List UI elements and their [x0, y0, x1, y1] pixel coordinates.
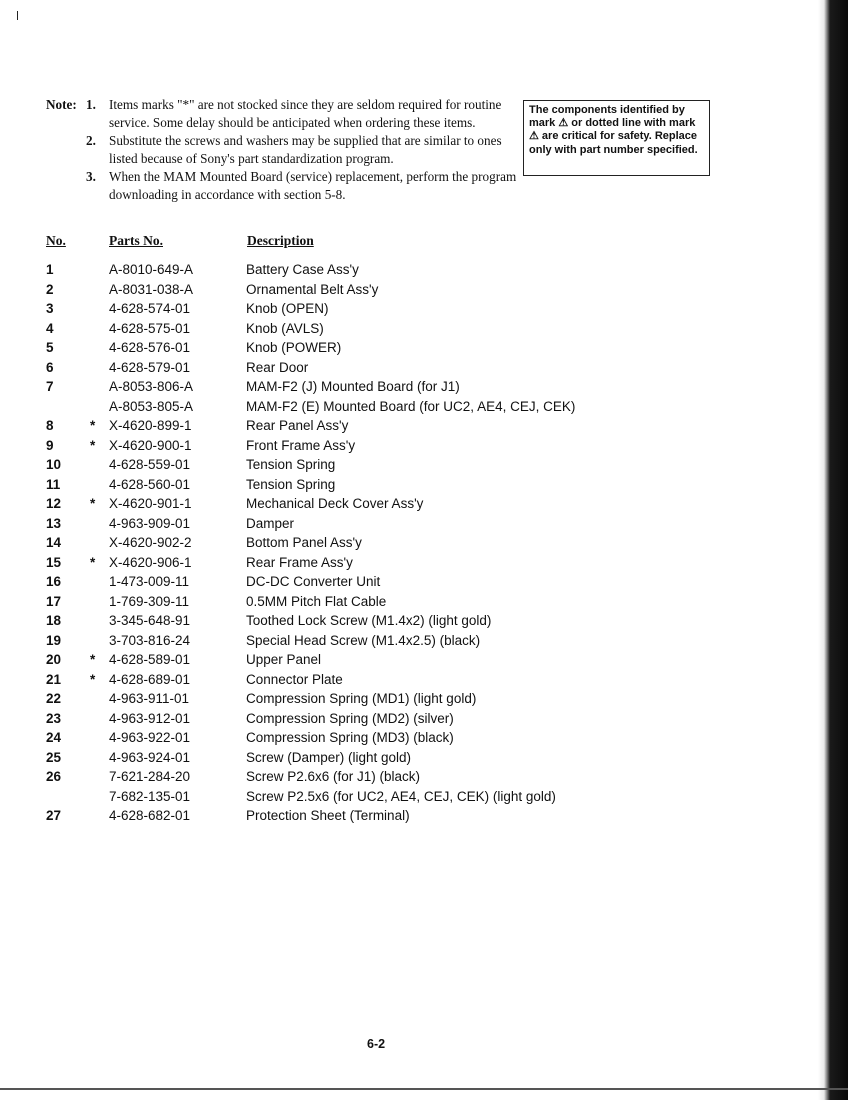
row-number: 8 — [46, 418, 54, 433]
table-row — [0, 767, 848, 787]
row-number: 26 — [46, 769, 62, 784]
part-number: 4-628-576-01 — [109, 340, 191, 355]
part-description: Tension Spring — [246, 457, 336, 472]
part-description: Battery Case Ass'y — [246, 262, 359, 277]
part-description: MAM-F2 (J) Mounted Board (for J1) — [246, 379, 460, 394]
scan-artifact — [17, 11, 18, 20]
note-number: 2. — [86, 133, 96, 148]
part-description: Toothed Lock Screw (M1.4x2) (light gold) — [246, 613, 492, 628]
part-number: 4-628-559-01 — [109, 457, 191, 472]
part-number: 4-963-912-01 — [109, 710, 191, 726]
part-number: 4-628-574-01 — [109, 301, 191, 316]
part-description: Knob (OPEN) — [246, 301, 329, 316]
row-number: 1 — [46, 262, 54, 277]
table-row — [0, 728, 848, 748]
header-description: Description — [247, 233, 314, 248]
part-description: Rear Panel Ass'y — [246, 418, 349, 433]
stock-mark: * — [90, 418, 96, 433]
row-number: 25 — [46, 749, 62, 765]
part-number: 4-628-560-01 — [109, 476, 191, 492]
row-number: 15 — [46, 554, 62, 570]
table-row — [0, 709, 848, 729]
part-description: Screw P2.6x6 (for J1) (black) — [246, 769, 421, 784]
part-number: 4-963-909-01 — [109, 515, 191, 531]
row-number: 27 — [46, 808, 62, 823]
part-description: 0.5MM Pitch Flat Cable — [246, 593, 387, 609]
page-number: 6-2 — [367, 1037, 386, 1051]
part-description: Rear Door — [246, 359, 309, 375]
table-row — [0, 494, 848, 514]
note-text: Items marks "*" are not stocked since they are seldom required for routine service. Some delay should be anticipated when ordering these items. — [109, 97, 502, 130]
part-description: Upper Panel — [246, 652, 322, 667]
part-description: Compression Spring (MD2) (silver) — [246, 710, 454, 726]
note-number: 1. — [86, 97, 96, 112]
part-number: 4-628-689-01 — [109, 671, 191, 687]
notes-label: Note: — [46, 97, 77, 112]
row-number: 12 — [46, 496, 62, 511]
part-number: X-4620-906-1 — [109, 554, 192, 570]
table-row — [0, 553, 848, 573]
table-row — [0, 299, 848, 319]
row-number: 6 — [46, 359, 54, 375]
row-number: 10 — [46, 457, 62, 472]
table-row — [0, 650, 848, 670]
table-row — [0, 611, 848, 631]
notes-section — [46, 96, 524, 204]
table-row — [0, 670, 848, 690]
table-row — [0, 748, 848, 768]
part-description: Special Head Screw (M1.4x2.5) (black) — [246, 632, 481, 648]
row-number: 22 — [46, 691, 62, 706]
row-number: 3 — [46, 301, 54, 316]
part-description: Screw (Damper) (light gold) — [246, 749, 412, 765]
table-row — [0, 455, 848, 475]
row-number: 18 — [46, 613, 62, 628]
part-number: A-8010-649-A — [109, 262, 194, 277]
table-row — [0, 416, 848, 436]
part-description: Mechanical Deck Cover Ass'y — [246, 496, 424, 511]
table-row — [0, 397, 848, 417]
table-row — [0, 806, 848, 826]
table-row — [0, 514, 848, 534]
part-number: A-8053-806-A — [109, 379, 194, 394]
row-number: 4 — [46, 320, 54, 336]
note-item — [46, 132, 524, 167]
part-description: Knob (AVLS) — [246, 320, 324, 336]
note-number: 3. — [86, 169, 96, 184]
table-row — [0, 436, 848, 456]
row-number: 24 — [46, 730, 62, 745]
part-number: 4-963-911-01 — [109, 691, 190, 706]
note-item — [46, 168, 524, 203]
note-item — [46, 96, 524, 131]
part-description: Compression Spring (MD3) (black) — [246, 730, 454, 745]
part-number: 4-628-575-01 — [109, 320, 191, 336]
part-number: X-4620-900-1 — [109, 437, 192, 453]
stock-mark: * — [90, 554, 96, 570]
table-row — [0, 475, 848, 495]
note-text: When the MAM Mounted Board (service) replacement, perform the program downloading in accordance with section 5-8. — [109, 169, 517, 202]
part-description: Compression Spring (MD1) (light gold) — [246, 691, 477, 706]
part-description: Front Frame Ass'y — [246, 437, 356, 453]
row-number: 2 — [46, 281, 54, 297]
parts-table — [0, 260, 848, 826]
part-number: 1-473-009-11 — [109, 574, 190, 589]
notes-list — [46, 96, 524, 203]
table-row — [0, 260, 848, 280]
part-description: Screw P2.5x6 (for UC2, AE4, CEJ, CEK) (light gold) — [246, 788, 556, 804]
row-number: 13 — [46, 515, 62, 531]
row-number: 11 — [46, 476, 61, 492]
part-number: X-4620-901-1 — [109, 496, 192, 511]
row-number: 21 — [46, 671, 62, 687]
part-number: 7-682-135-01 — [109, 788, 191, 804]
part-description: Tension Spring — [246, 476, 336, 492]
part-description: Ornamental Belt Ass'y — [246, 281, 379, 297]
header-parts-no: Parts No. — [109, 233, 163, 248]
part-number: 4-963-924-01 — [109, 749, 191, 765]
part-number: A-8031-038-A — [109, 281, 194, 297]
part-number: 4-963-922-01 — [109, 730, 191, 745]
table-row — [0, 377, 848, 397]
part-number: 4-628-589-01 — [109, 652, 191, 667]
part-number: 3-345-648-91 — [109, 613, 191, 628]
table-row — [0, 358, 848, 378]
row-number: 19 — [46, 632, 62, 648]
row-number: 23 — [46, 710, 62, 726]
row-number: 20 — [46, 652, 62, 667]
row-number: 17 — [46, 593, 62, 609]
table-row — [0, 319, 848, 339]
part-description: Connector Plate — [246, 671, 343, 687]
table-row — [0, 689, 848, 709]
row-number: 16 — [46, 574, 62, 589]
safety-notice: The components identified by mark ⚠ or dotted line with mark ⚠ are critical for safety. Replace only with part number specified. — [523, 100, 710, 176]
table-row — [0, 533, 848, 553]
part-number: X-4620-899-1 — [109, 418, 192, 433]
row-number: 5 — [46, 340, 54, 355]
header-no: No. — [46, 233, 66, 248]
part-description: Bottom Panel Ass'y — [246, 535, 362, 550]
part-number: 7-621-284-20 — [109, 769, 191, 784]
row-number: 7 — [46, 379, 54, 394]
stock-mark: * — [90, 496, 96, 511]
stock-mark: * — [90, 652, 96, 667]
scan-edge-bottom — [0, 1088, 848, 1090]
row-number: 14 — [46, 535, 62, 550]
part-description: Rear Frame Ass'y — [246, 554, 353, 570]
table-row — [0, 280, 848, 300]
table-row — [0, 631, 848, 651]
part-number: 4-628-579-01 — [109, 359, 191, 375]
part-number: 3-703-816-24 — [109, 632, 191, 648]
table-row — [0, 787, 848, 807]
part-description: Damper — [246, 515, 295, 531]
part-description: Knob (POWER) — [246, 340, 342, 355]
stock-mark: * — [90, 437, 96, 453]
part-number: X-4620-902-2 — [109, 535, 192, 550]
part-number: A-8053-805-A — [109, 398, 194, 414]
row-number: 9 — [46, 437, 54, 453]
table-row — [0, 338, 848, 358]
part-number: 4-628-682-01 — [109, 808, 191, 823]
stock-mark: * — [90, 671, 96, 687]
part-description: MAM-F2 (E) Mounted Board (for UC2, AE4, CEJ, CEK) — [246, 398, 576, 414]
table-row — [0, 572, 848, 592]
note-text: Substitute the screws and washers may be supplied that are similar to ones listed because of Sony's part standardization program. — [109, 133, 502, 166]
table-header — [0, 233, 848, 251]
part-description: DC-DC Converter Unit — [246, 574, 381, 589]
part-number: 1-769-309-11 — [109, 593, 190, 609]
table-row — [0, 592, 848, 612]
part-description: Protection Sheet (Terminal) — [246, 808, 410, 823]
